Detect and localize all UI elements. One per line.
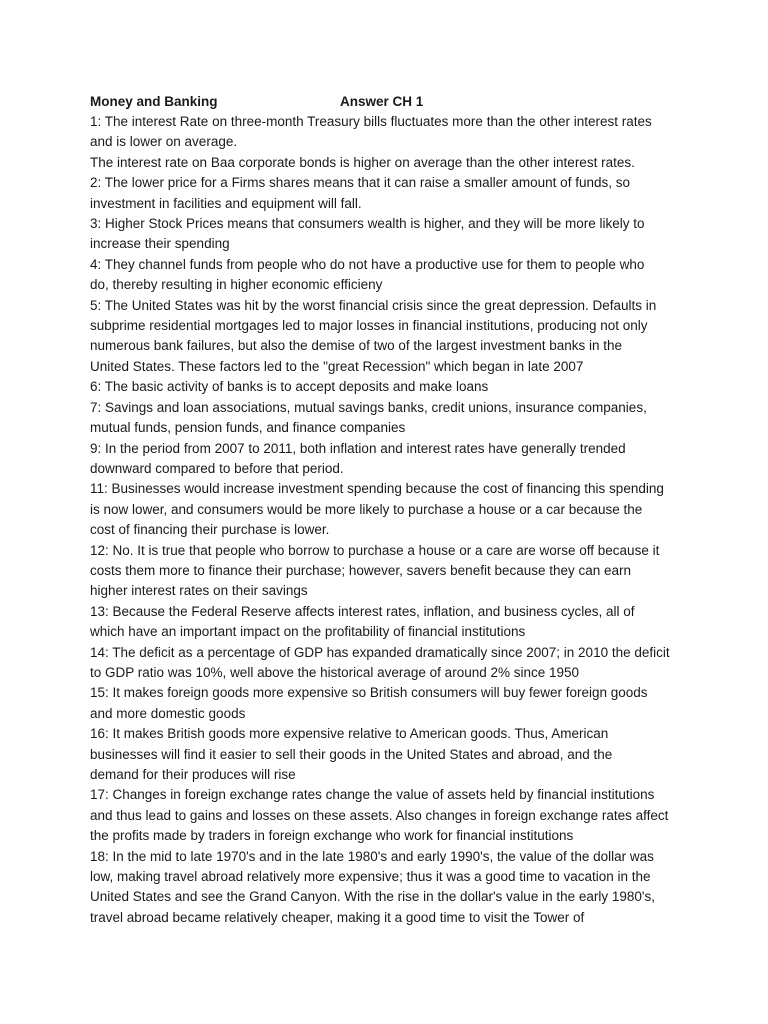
- text-line: 2: The lower price for a Firms shares means that it can raise a smaller amount of funds, so: [90, 175, 630, 191]
- text-line: 15: It makes foreign goods more expensive so British consumers will buy fewer foreign goods: [90, 685, 648, 701]
- text-line: 16: It makes British goods more expensive relative to American goods. Thus, American: [90, 726, 609, 742]
- text-line: 6: The basic activity of banks is to accept deposits and make loans: [90, 379, 489, 395]
- text-line: travel abroad became relatively cheaper, making it a good time to visit the Tower of: [90, 909, 585, 925]
- answer-title: Answer CH 1: [340, 94, 424, 109]
- text-line: low, making travel abroad relatively more expensive; thus it was a good time to vacation in the: [90, 869, 651, 885]
- text-line: and is lower on average.: [90, 134, 238, 150]
- text-line: demand for their produces will rise: [90, 767, 296, 782]
- text-line: United States. These factors led to the "great Recession" which began in late 2007: [90, 358, 584, 374]
- course-title: Money and Banking: [90, 94, 218, 109]
- text-line: 9: In the period from 2007 to 2011, both inflation and interest rates have generally trended: [90, 440, 626, 456]
- text-line: which have an important impact on the profitability of financial institutions: [90, 624, 526, 640]
- text-line: investment in facilities and equipment will fall.: [90, 195, 362, 211]
- text-line: downward compared to before that period.: [90, 460, 344, 476]
- text-line: increase their spending: [90, 236, 230, 252]
- document-header: [90, 92, 708, 112]
- text-line: The interest rate on Baa corporate bonds is higher on average than the other interest rates.: [90, 154, 635, 170]
- text-line: numerous bank failures, but also the demise of two of the largest investment banks in the: [90, 338, 623, 354]
- text-line: higher interest rates on their savings: [90, 583, 308, 599]
- text-line: cost of financing their purchase is lower.: [90, 522, 330, 538]
- text-line: to GDP ratio was 10%, well above the historical average of around 2% since 1950: [90, 664, 580, 680]
- text-line: the profits made by traders in foreign exchange who work for financial institutions: [90, 828, 574, 844]
- text-line: and more domestic goods: [90, 705, 246, 721]
- text-line: 5: The United States was hit by the worst financial crisis since the great depression. Defaults in: [90, 297, 657, 313]
- text-line: 11: Businesses would increase investment spending because the cost of financing this spending: [90, 481, 664, 497]
- text-line: subprime residential mortgages led to major losses in financial institutions, producing not only: [90, 318, 648, 334]
- text-line: do, thereby resulting in higher economic efficieny: [90, 277, 383, 293]
- text-line: costs them more to finance their purchase; however, savers benefit because they can earn: [90, 562, 632, 578]
- text-line: and thus lead to gains and losses on these assets. Also changes in foreign exchange rates affect: [90, 807, 669, 823]
- text-line: 12: No. It is true that people who borrow to purchase a house or a care are worse off because it: [90, 542, 660, 558]
- text-line: 13: Because the Federal Reserve affects interest rates, inflation, and business cycles, all of: [90, 603, 635, 619]
- text-line: businesses will find it easier to sell their goods in the United States and abroad, and the: [90, 746, 613, 762]
- text-line: is now lower, and consumers would be more likely to purchase a house or a car because the: [90, 501, 643, 517]
- text-line: 7: Savings and loan associations, mutual savings banks, credit unions, insurance companies,: [90, 399, 647, 415]
- answer-body: [90, 112, 685, 928]
- text-line: 14: The deficit as a percentage of GDP has expanded dramatically since 2007; in 2010 the deficit: [90, 644, 670, 660]
- text-line: 18: In the mid to late 1970's and in the late 1980's and early 1990's, the value of the dollar was: [90, 848, 654, 864]
- text-line: 17: Changes in foreign exchange rates change the value of assets held by financial institutions: [90, 787, 655, 803]
- text-line: 3: Higher Stock Prices means that consumers wealth is higher, and they will be more likely to: [90, 216, 645, 232]
- text-line: mutual funds, pension funds, and finance companies: [90, 420, 406, 436]
- text-line: 4: They channel funds from people who do not have a productive use for them to people who: [90, 256, 645, 272]
- text-line: United States and see the Grand Canyon. With the rise in the dollar's value in the early 1980's,: [90, 889, 655, 905]
- text-line: 1: The interest Rate on three-month Treasury bills fluctuates more than the other interest rates: [90, 114, 652, 129]
